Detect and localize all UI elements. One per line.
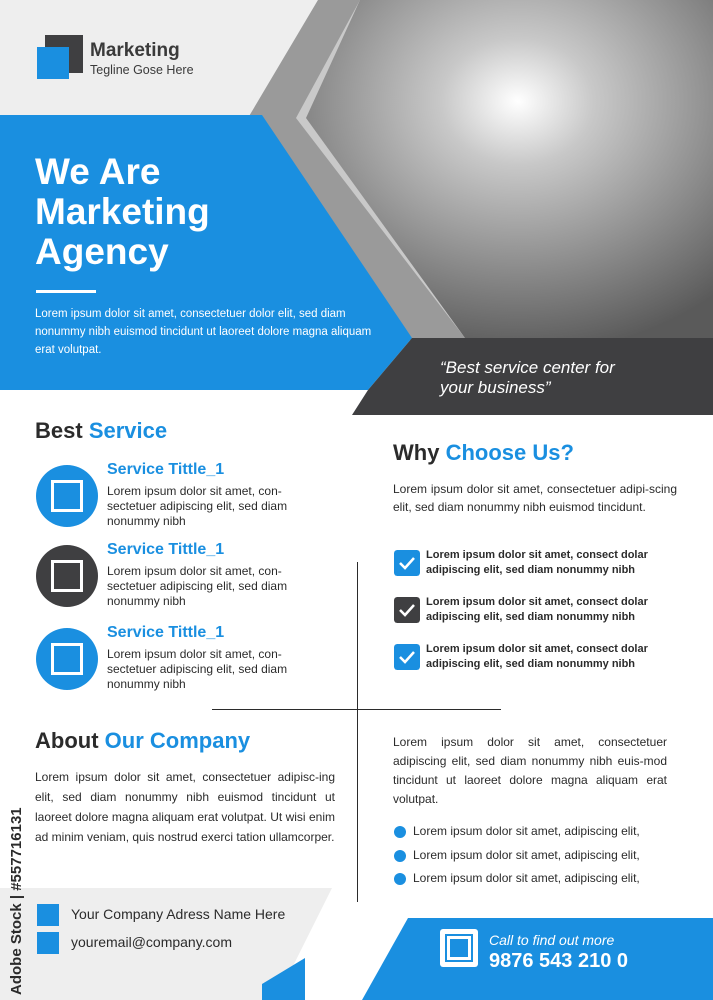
bullet-dot-icon [394, 826, 406, 838]
hero-underline [36, 290, 96, 293]
bullet-item: Lorem ipsum dolor sit amet, adipiscing elit, [413, 824, 640, 838]
heading-plain: Why [393, 440, 440, 465]
brand-name: Marketing [90, 40, 180, 61]
hero-title: We Are Marketing Agency [35, 151, 210, 272]
checkbox-checked-icon [394, 550, 420, 576]
company-address: Your Company Adress Name Here [71, 906, 286, 922]
about-description: Lorem ipsum dolor sit amet, consectetuer adipisc-ing elit, sed diam nonummy nibh euismod tincidunt ut laoreet dolore magna aliquam erat volutpat. Ut wisi enim ad minim veniam, quis nostrud exerci tation ullamcorper. [35, 770, 335, 844]
service-description: Lorem ipsum dolor sit amet, con-sectetuer adipiscing elit, sed diam nonummy nibh [107, 484, 288, 528]
bullet-item: Lorem ipsum dolor sit amet, adipiscing elit, [413, 848, 640, 862]
service-icon [36, 628, 98, 690]
checkbox-checked-icon [394, 597, 420, 623]
stock-id-text: Adobe Stock | #557716131 [8, 807, 25, 995]
brand-tagline: Tegline Gose Here [90, 63, 194, 77]
bullet-dot-icon [394, 873, 406, 885]
reason-text: Lorem ipsum dolor sit amet, consect dolar adipiscing elit, sed diam nonummy nibh [426, 549, 648, 576]
heading-accent: Service [88, 418, 168, 443]
phone-number[interactable]: 9876 543 210 0 [489, 950, 629, 972]
brand-logo [37, 35, 83, 81]
hero-quote-line1: “Best service center for [440, 358, 615, 377]
service-title: Service Tittle_1 [107, 624, 225, 641]
service-title: Service Tittle_1 [107, 541, 225, 558]
about-heading [35, 728, 250, 754]
call-label: Call to find out more [489, 932, 615, 948]
heading-accent: Our Company [104, 728, 251, 753]
heading-plain: About [35, 728, 99, 753]
service-title: Service Tittle_1 [107, 461, 225, 478]
info-paragraph: Lorem ipsum dolor sit amet, consectetuer adipiscing elit, sed diam nonummy nibh euis-mod tincidunt ut laoreet dolore magna aliquam erat volutpat. [393, 735, 667, 806]
divider-horizontal [212, 709, 501, 710]
why-choose-heading [393, 440, 574, 466]
service-description: Lorem ipsum dolor sit amet, con-sectetuer adipiscing elit, sed diam nonummy nibh [107, 564, 288, 608]
bullet-dot-icon [394, 850, 406, 862]
service-description: Lorem ipsum dolor sit amet, con-sectetuer adipiscing elit, sed diam nonummy nibh [107, 647, 288, 691]
phone-icon [440, 929, 478, 967]
heading-plain: Best [35, 418, 83, 443]
reason-text: Lorem ipsum dolor sit amet, consect dolar adipiscing elit, sed diam nonummy nibh [426, 643, 648, 670]
hero-description: Lorem ipsum dolor sit amet, consectetuer dolor elit, sed diam nonummy nibh euismod tincidunt ut laoreet dolore magna aliquam erat volutpat. [35, 308, 372, 356]
heading-accent: Choose Us? [445, 440, 574, 465]
divider-vertical [357, 562, 358, 902]
service-icon [36, 465, 98, 527]
hero-quote [440, 358, 700, 398]
hero-quote-line2: your business” [440, 378, 551, 397]
checkbox-checked-icon [394, 644, 420, 670]
best-service-heading [35, 418, 167, 444]
reason-text: Lorem ipsum dolor sit amet, consect dolar adipiscing elit, sed diam nonummy nibh [426, 596, 648, 623]
watermark-stock-id [4, 770, 34, 1000]
service-icon [36, 545, 98, 607]
why-choose-description: Lorem ipsum dolor sit amet, consectetuer adipi-scing elit, sed diam nonummy nibh euismod tincidunt. [393, 482, 677, 514]
bullet-item: Lorem ipsum dolor sit amet, adipiscing elit, [413, 871, 640, 885]
email-icon [37, 932, 59, 954]
company-email[interactable]: youremail@company.com [71, 934, 233, 950]
address-icon [37, 904, 59, 926]
